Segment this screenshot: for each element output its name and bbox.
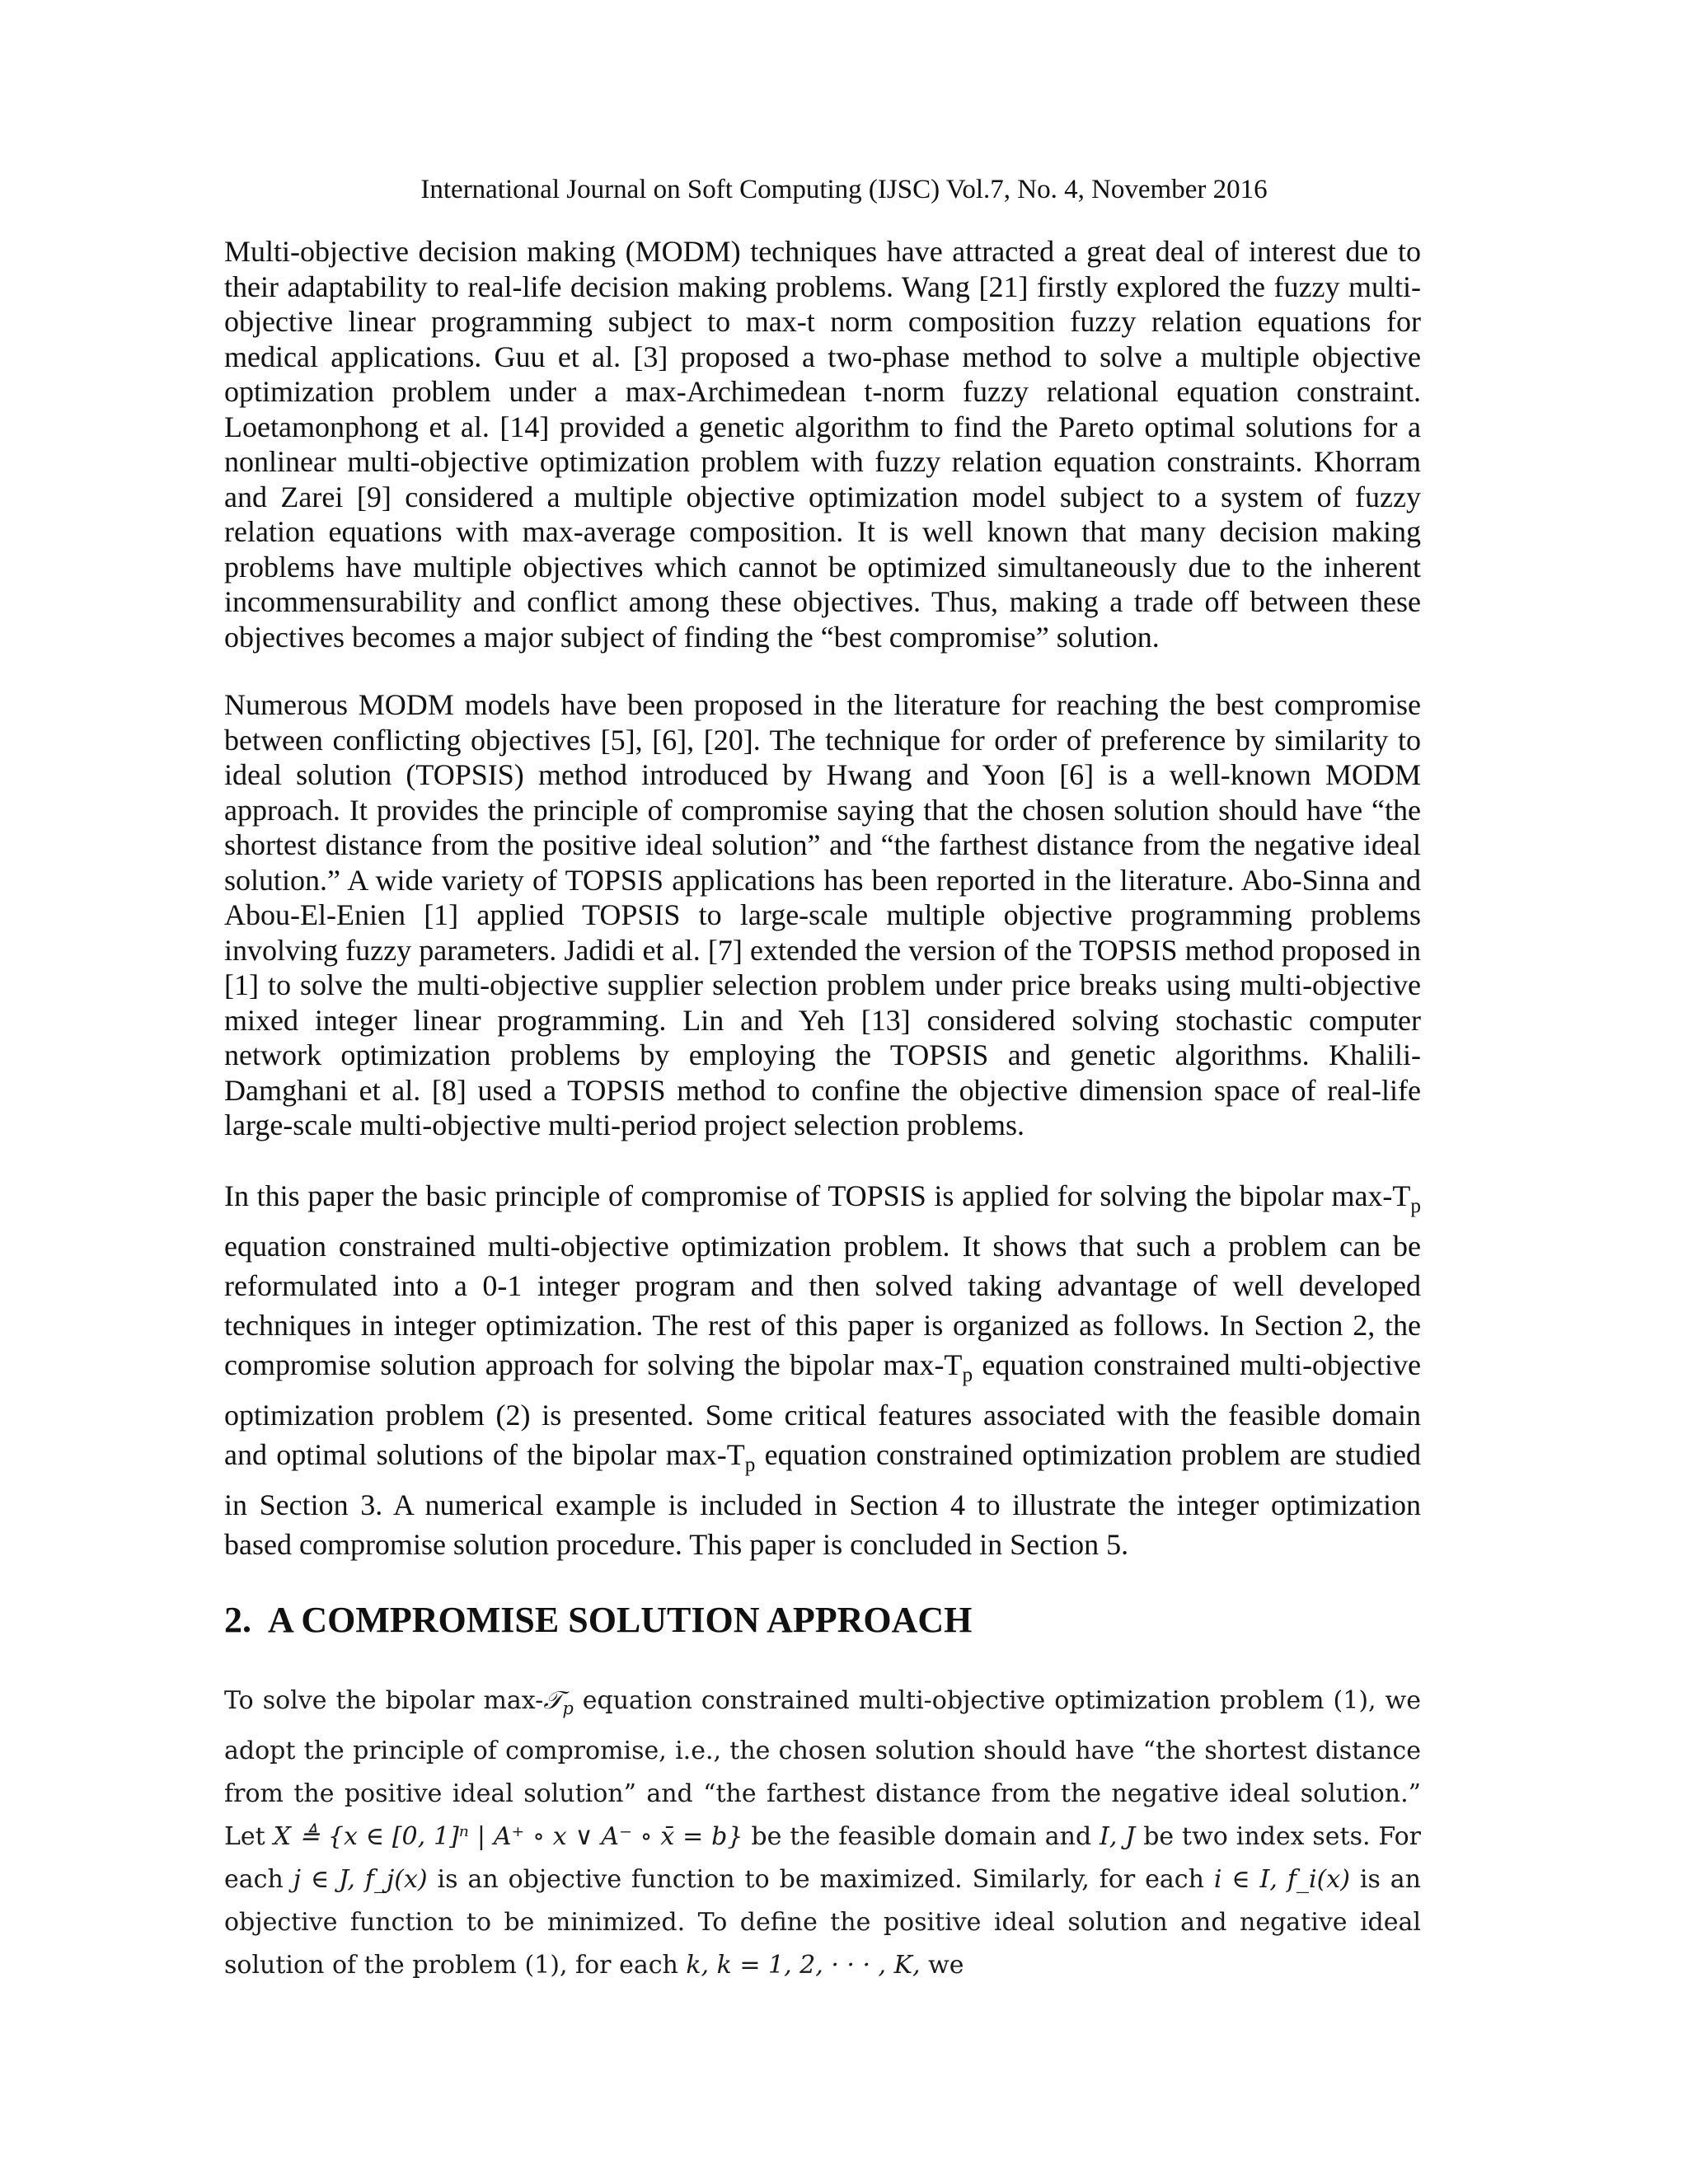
section-title: A COMPROMISE SOLUTION APPROACH (268, 1600, 973, 1641)
math-index-sets: I, J (1100, 1822, 1136, 1852)
running-header: International Journal on Soft Computing (IJSC) Vol.7, No. 4, November 2016 (420, 175, 1268, 204)
math-feasible-set: X ≜ {x ∈ [0, 1]ⁿ | A⁺ ∘ x ∨ A⁻ ∘ x̄ = b} (273, 1822, 743, 1852)
paragraph-text: be two index sets. For each (224, 1822, 1421, 1895)
paragraph-text: is an objective function to be maximized. Similarly, for each (427, 1865, 1214, 1895)
math-tp: 𝒯 (543, 1686, 563, 1716)
math-k-range: k, k = 1, 2, · · · , K, (686, 1951, 921, 1980)
paragraph-text: is an objective function to be minimized. To define the positive ideal solution and negative ideal solution of the problem (1), for each (224, 1865, 1421, 1980)
paragraph-text: To solve the bipolar max- (224, 1686, 544, 1716)
page-body (224, 234, 1421, 2020)
paragraph-modm-intro: Multi-objective decision making (MODM) techniques have attracted a great deal of interest due to their adaptability to real-life decision making problems. Wang [21] firstly explored the fuzzy multi-objective linear programming subject to max-t norm composition fuzzy relation equations for medical applications. Guu et al. [3] proposed a two-phase method to solve a multiple objective optimization problem under a max-Archimedean t-norm fuzzy relational equation constraint. Loetamonphong et al. [14] provided a genetic algorithm to find the Pareto optimal solutions for a nonlinear multi-objective optimization problem with fuzzy relation equation constraints. Khorram and Zarei [9] considered a multiple objective optimization model subject to a system of fuzzy relation equations with max-average composition. It is well known that many decision making problems have multiple objectives which cannot be optimized simultaneously due to the inherent incommensurability and conflict among these objectives. Thus, making a trade off between these objectives becomes a major subject of finding the “best compromise” solution. (224, 235, 1421, 654)
subscript-p: p (562, 1699, 574, 1719)
section-heading (224, 1597, 1421, 1643)
paragraph-paper-organization (224, 1176, 1421, 1565)
paragraph-text: equation constrained multi-objective optimization problem (1), we adopt the principle of compromise, i.e., the chosen solution should have “the shortest distance from the positive ideal solution” and “the farthest distance from the negative ideal solution.” Let (224, 1686, 1421, 1852)
paragraph-text: be the feasible domain and (743, 1822, 1100, 1852)
paragraph-text: In this paper the basic principle of compromise of TOPSIS is applied for solving the bipolar max-T (224, 1179, 1411, 1212)
paragraph-text: equation constrained multi-objective optimization problem. It shows that such a problem can be reformulated into a 0-1 integer program and then solved taking advantage of well developed techniques in integer optimization. The rest of this paper is organized as follows. In Section 2, the compromise solution approach for solving the bipolar max-T (224, 1229, 1421, 1381)
subscript-p: p (962, 1363, 973, 1386)
paragraph-compromise-definition (224, 1680, 1421, 1987)
paragraph-text: equation constrained multi-objective optimization problem (2) is presented. Some critical features associated with the feasible domain and optimal solutions of the bipolar max-T (224, 1347, 1421, 1471)
subscript-p: p (1410, 1194, 1421, 1217)
paragraph-topsis-review: Numerous MODM models have been proposed in the literature for reaching the best compromise between conflicting objectives [5], [6], [20]. The technique for order of preference by similarity to ideal solution (TOPSIS) method introduced by Hwang and Yoon [6] is a well-known MODM approach. It provides the principle of compromise saying that the chosen solution should have “the shortest distance from the positive ideal solution” and “the farthest distance from the negative ideal solution.” A wide variety of TOPSIS applications has been reported in the literature. Abo-Sinna and Abou-El-Enien [1] applied TOPSIS to large-scale multiple objective programming problems involving fuzzy parameters. Jadidi et al. [7] extended the version of the TOPSIS method proposed in [1] to solve the multi-objective supplier selection problem under price breaks using multi-objective mixed integer linear programming. Lin and Yeh [13] considered solving stochastic computer network optimization problems by employing the TOPSIS and genetic algorithms. Khalili-Damghani et al. [8] used a TOPSIS method to confine the objective dimension space of real-life large-scale multi-objective multi-period project selection problems. (224, 688, 1421, 1141)
subscript-p: p (744, 1454, 756, 1477)
paragraph-text: equation constrained optimization problem are studied in Section 3. A numerical example is included in Section 4 to illustrate the integer optimization based compromise solution procedure. This paper is concluded in Section 5. (224, 1437, 1422, 1562)
section-number: 2. (224, 1600, 251, 1641)
math-i-objective: i ∈ I, f_i(x) (1213, 1865, 1350, 1895)
paragraph-text: we (920, 1951, 964, 1980)
math-j-objective: j ∈ J, f_j(x) (293, 1865, 428, 1895)
